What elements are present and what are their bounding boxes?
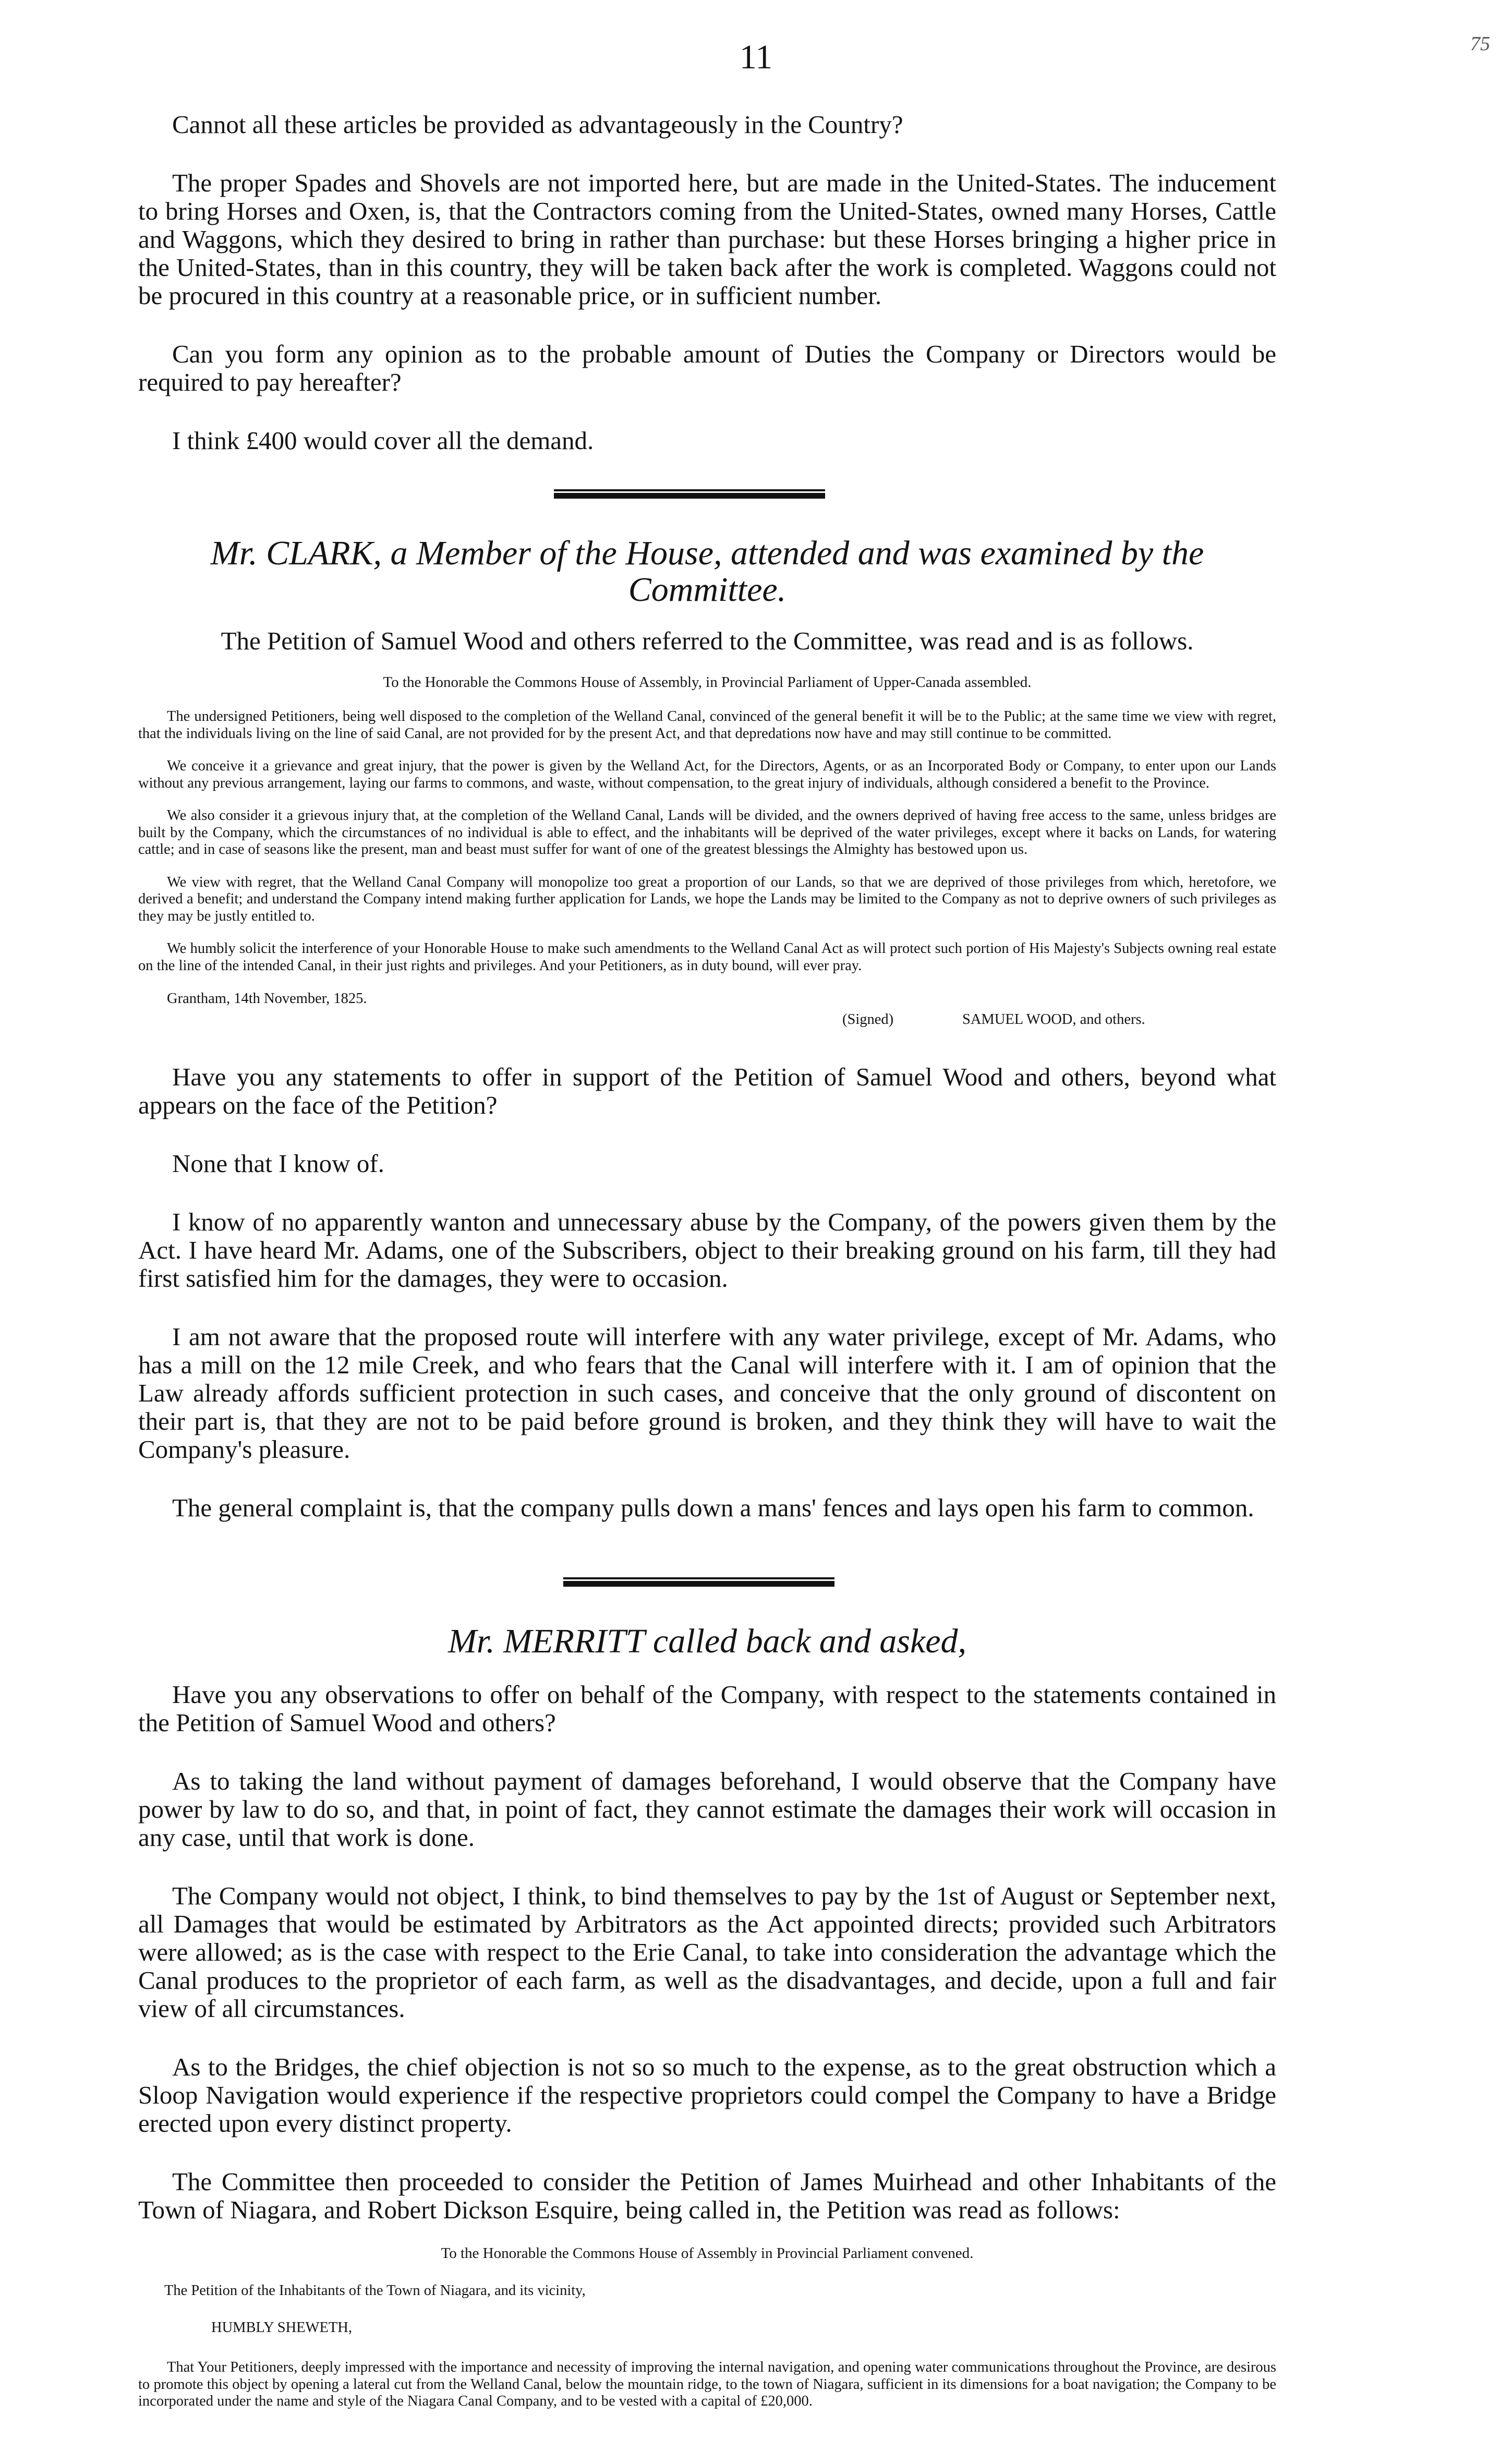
petition-paragraph: The undersigned Petitioners, being well disposed to the completion of the Welland Canal, convinced of the general benefit it will be to the Public; at the same time we view with regret, that the individuals living on the line of said Canal, are not provided for by the present Act, and that depredations now have and may still continue to be committed. (138, 708, 1276, 742)
section-previous-testimony (138, 111, 1276, 485)
signed-label: (Signed) (842, 1011, 894, 1028)
place-date: Grantham, 14th November, 1825. (167, 991, 367, 1007)
handwritten-folio-mark: 75 (1470, 33, 1490, 55)
paragraph: The proper Spades and Shovels are not imported here, but are made in the United-States. The inducement to bring Horses and Oxen, is, that the Contractors coming from the United-States, owned many Horses, Cattle and Waggons, which they desired to bring in rather than purchase: but these Horses bringing a higher price in the United-States, than in this country, they will be taken back after the work is completed. Waggons could not be procured in this country at a reasonable price, or in sufficient number. (138, 168, 1276, 310)
petition-paragraph: We conceive it a grievance and great injury, that the power is given by the Welland Act, for the Directors, Agents, or as an Incorporated Body or Company, to enter upon our Lands without any previous arrangement, laying our farms to commons, and waste, without compensation, to the great injury of individuals, although considered a benefit to the Province. (138, 758, 1276, 791)
paragraph: As to the Bridges, the chief objection is not so so much to the expense, as to the great obstruction which a Sloop Navigation would experience if the respective proprietors could compel the Company to have a Bridge erected upon every distinct property. (138, 2052, 1276, 2137)
paragraph: The Company would not object, I think, to bind themselves to pay by the 1st of August or September next, all Damages that would be estimated by Arbitrators as the Act appointed directs; provided such Arbitrators were allowed; as is the case with respect to the Erie Canal, to take into consideration the advantage which the Canal produces to the proprietor of each farm, as well as the disadvantages, and decide, upon a full and fair view of all circumstances. (138, 1881, 1276, 2023)
paragraph: None that I know of. (172, 1149, 384, 1178)
petition-signature-block (138, 990, 1276, 1032)
paragraph: The general complaint is, that the company pulls down a mans' fences and lays open his farm to common. (172, 1493, 1254, 1522)
petition-paragraph: We humbly solicit the interference of your Honorable House to make such amendments to the Welland Canal Act as will protect such portion of His Majesty's Subjects owning real estate on the line of the intended Canal, in their just rights and privileges. And your Petitioners, as in duty bound, will ever pray. (138, 940, 1276, 974)
section-divider (554, 489, 825, 499)
paragraph: Can you form any opinion as to the probable amount of Duties the Company or Directors would be required to pay hereafter? (138, 340, 1276, 396)
humbly-sheweth: HUMBLY SHEWETH, (211, 2319, 352, 2336)
paragraph: Have you any statements to offer in support of the Petition of Samuel Wood and others, beyond what appears on the face of the Petition? (138, 1062, 1276, 1119)
paragraph: I am not aware that the proposed route will interfere with any water privilege, except of Mr. Adams, who has a mill on the 12 mile Creek, and who fears that the Canal will interfere with it. I am of opinion that the Law already affords sufficient protection in such cases, and conceive that the only ground of discontent on their part is, that they are not to be paid before ground is broken, and they think they will have to wait the Company's pleasure. (138, 1322, 1276, 1464)
petition-intro: The Petition of Samuel Wood and others referred to the Committee, was read and is as follows. (221, 626, 1194, 655)
petition-paragraph: We view with regret, that the Welland Canal Company will monopolize too great a proportion of our Lands, so that we are deprived of those privileges from which, heretofore, we derived a benefit; and understand the Company intend making further application for Lands, we hope the Lands may be limited to the Company as not to deprive owners of such privileges as they may be justly entitled to. (138, 874, 1276, 924)
petition-address: To the Honorable the Commons House of Assembly in Provincial Parliament convened. (441, 2245, 974, 2262)
petition-of-line: The Petition of the Inhabitants of the Town of Niagara, and its vicinity, (164, 2282, 586, 2299)
paragraph: As to taking the land without payment of damages beforehand, I would observe that the Company have power by law to do so, and that, in point of fact, they cannot estimate the damages their work will occasion in any case, until that work is done. (138, 1767, 1276, 1852)
section-heading: Mr. CLARK, a Member of the House, attended and was examined by the Committee. (210, 534, 1204, 609)
page-number: 11 (739, 38, 773, 76)
paragraph: The Committee then proceeded to consider the Petition of James Muirhead and other Inhabitants of the Town of Niagara, and Robert Dickson Esquire, being called in, the Petition was read as follows: (138, 2167, 1276, 2224)
petition-paragraph: That Your Petitioners, deeply impressed with the importance and necessity of improving the internal navigation, and opening water communications throughout the Province, are desirous to promote this object by opening a lateral cut from the Welland Canal, below the mountain ridge, to the town of Niagara, sufficient in its dimensions for a boat navigation; the Company to be incorporated under the name and style of the Niagara Canal Company, and to be vested with a capital of £20,000. (138, 2359, 1276, 2409)
paragraph: Cannot all these articles be provided as advantageously in the Country? (172, 110, 903, 139)
section-merritt-examination (138, 1623, 1276, 2426)
petition-paragraph: We also consider it a grievous injury that, at the completion of the Welland Canal, Lands will be divided, and the owners deprived of having free access to the same, unless bridges are built by the Company, which the circumstances of no individual is able to effect, and the inhabitants will be deprived of the water privileges, except where it backs on Lands, for watering cattle; and in case of seasons like the present, man and beast must suffer for want of one of the greatest blessings the Almighty has bestowed upon us. (138, 807, 1276, 857)
section-clark-examination (138, 535, 1276, 1552)
petition-address: To the Honorable the Commons House of Assembly, in Provincial Parliament of Upper-Canada assembled. (383, 674, 1032, 691)
section-heading: Mr. MERRITT called back and asked, (447, 1622, 967, 1660)
paragraph: Have you any observations to offer on behalf of the Company, with respect to the statements contained in the Petition of Samuel Wood and others? (138, 1680, 1276, 1737)
paragraph: I know of no apparently wanton and unnecessary abuse by the Company, of the powers given them by the Act. I have heard Mr. Adams, one of the Subscribers, object to their breaking ground on his farm, till they had first satisfied him for the damages, they were to occasion. (138, 1207, 1276, 1293)
signer-name: SAMUEL WOOD, and others. (962, 1011, 1145, 1028)
paragraph: I think £400 would cover all the demand. (172, 426, 594, 455)
section-divider (563, 1577, 834, 1587)
